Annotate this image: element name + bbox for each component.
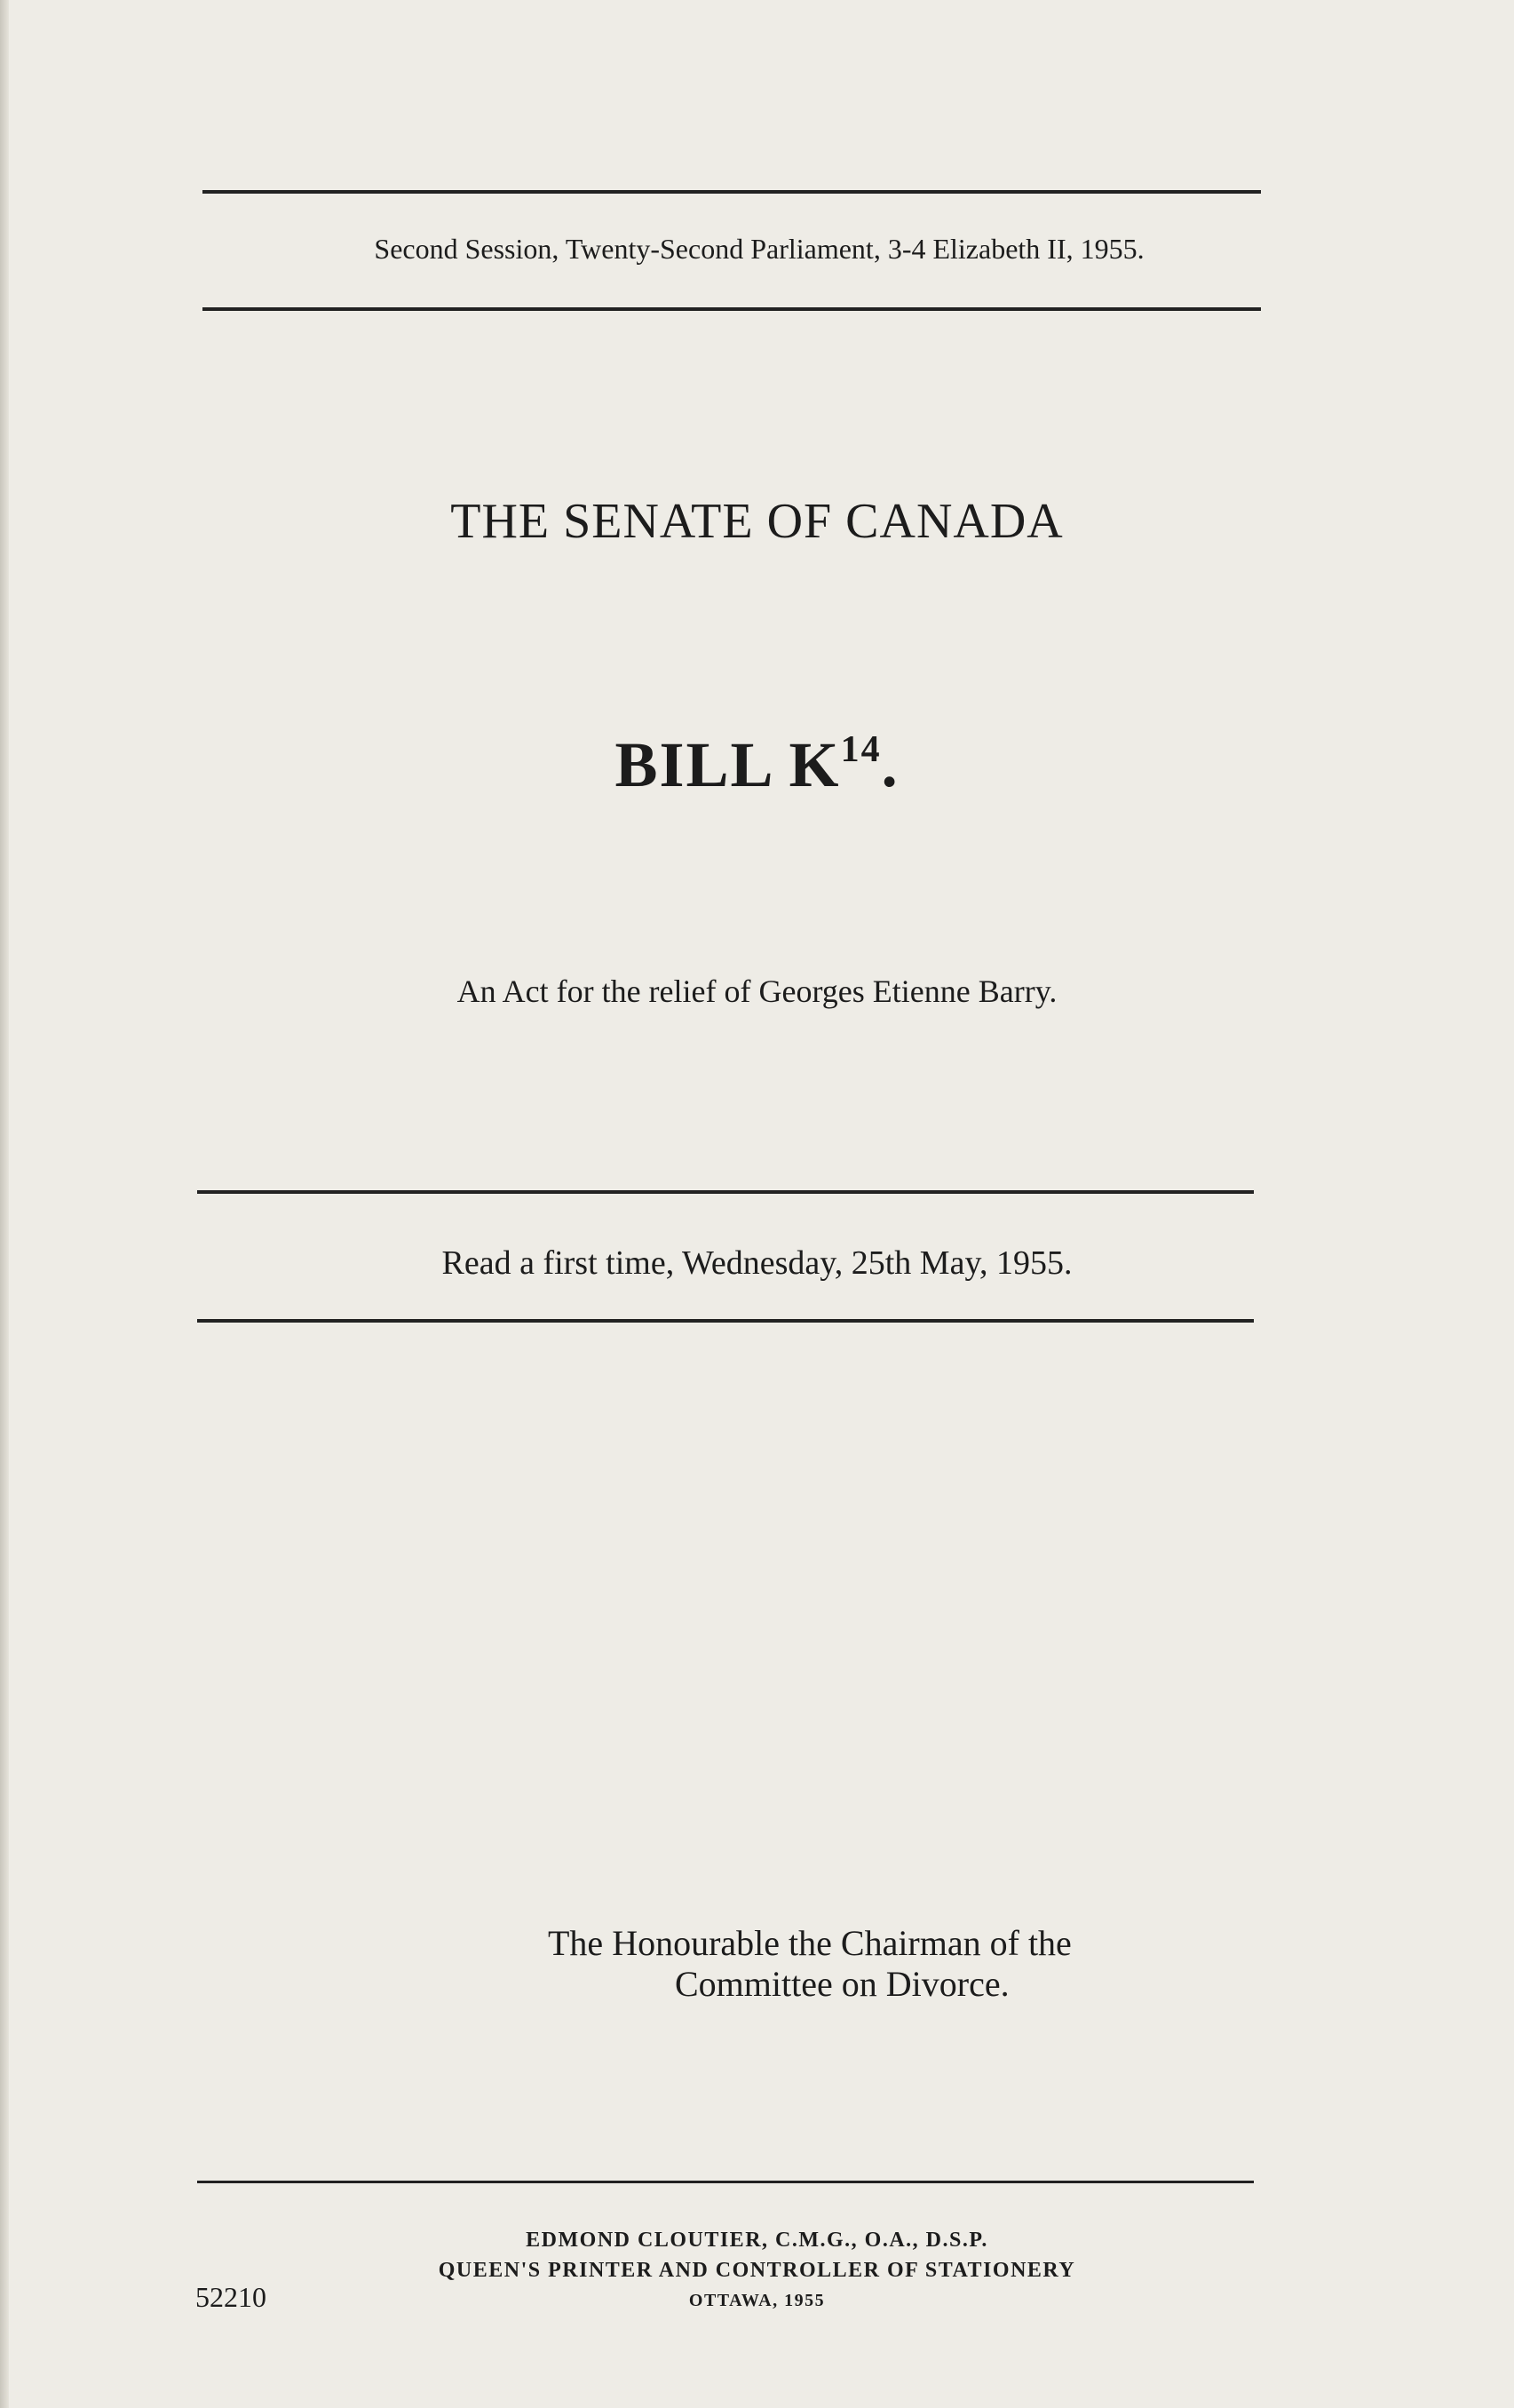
bill-superscript: 14 bbox=[840, 729, 882, 770]
page-edge bbox=[0, 0, 9, 2408]
reading-bottom-rule bbox=[197, 1319, 1254, 1323]
printer-city: OTTAWA, 1955 bbox=[688, 2291, 826, 2310]
bill-number bbox=[0, 728, 1514, 802]
bill-prefix: BILL K bbox=[614, 729, 841, 800]
first-reading-line: Read a first time, Wednesday, 25th May, 1955. bbox=[441, 1244, 1073, 1282]
printer-name: EDMOND CLOUTIER, C.M.G., O.A., D.S.P. bbox=[526, 2229, 988, 2252]
header-bottom-rule bbox=[202, 307, 1261, 311]
bill-suffix: . bbox=[881, 729, 900, 800]
act-description: An Act for the relief of Georges Etienne Barry. bbox=[456, 974, 1058, 1009]
header-top-rule bbox=[202, 190, 1261, 194]
sponsor-line-2: Committee on Divorce. bbox=[675, 1964, 1010, 2004]
printer-title: QUEEN'S PRINTER AND CONTROLLER OF STATIONERY bbox=[438, 2259, 1076, 2282]
sponsor-block bbox=[548, 1923, 1072, 2005]
senate-title: THE SENATE OF CANADA bbox=[450, 494, 1064, 549]
document-number: 52210 bbox=[195, 2281, 266, 2313]
session-line: Second Session, Twenty-Second Parliament, 3-4 Elizabeth II, 1955. bbox=[374, 233, 1145, 265]
sponsor-line-1: The Honourable the Chairman of the bbox=[548, 1923, 1072, 1963]
footer-rule bbox=[197, 2181, 1254, 2183]
reading-top-rule bbox=[197, 1190, 1254, 1194]
